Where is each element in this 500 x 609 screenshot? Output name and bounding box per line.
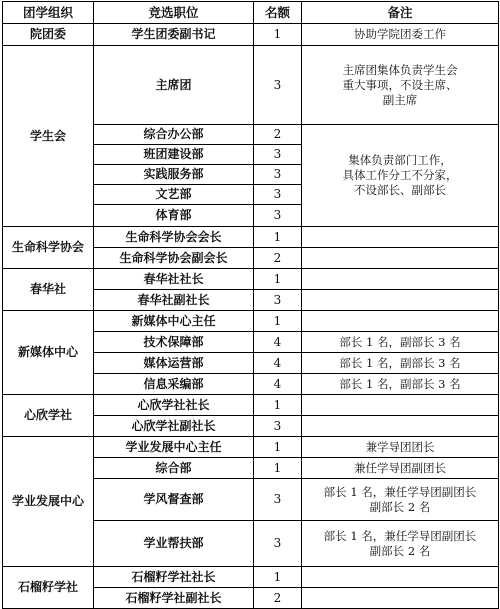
count-cell: 2 bbox=[254, 588, 302, 609]
count-cell: 3 bbox=[254, 290, 302, 311]
note-cell bbox=[302, 227, 499, 248]
position-cell: 春华社副社长 bbox=[94, 290, 254, 311]
note-line: 集体负责部门工作， bbox=[348, 153, 452, 167]
position-cell: 文艺部 bbox=[94, 185, 254, 205]
table-row bbox=[3, 46, 499, 125]
count-cell: 2 bbox=[254, 248, 302, 269]
table-row bbox=[3, 311, 499, 332]
org-cell: 生命科学协会 bbox=[3, 227, 94, 269]
position-cell: 信息采编部 bbox=[94, 374, 254, 395]
table-row bbox=[3, 567, 499, 588]
count-cell: 4 bbox=[254, 332, 302, 353]
note-cell bbox=[302, 290, 499, 311]
position-cell: 生命科学协会副会长 bbox=[94, 248, 254, 269]
count-cell: 3 bbox=[254, 165, 302, 185]
count-cell: 1 bbox=[254, 395, 302, 416]
note-line: 重大事项，不设主席、 bbox=[342, 77, 458, 92]
note-cell bbox=[302, 248, 499, 269]
position-cell: 心欣学社副社长 bbox=[94, 416, 254, 437]
count-cell: 3 bbox=[254, 145, 302, 165]
org-cell: 石榴籽学社 bbox=[3, 567, 94, 609]
note-line: 部长 1 名，兼任学导团副团长 bbox=[323, 528, 477, 543]
count-cell: 3 bbox=[254, 416, 302, 437]
count-cell: 1 bbox=[254, 458, 302, 479]
position-cell: 新媒体中心主任 bbox=[94, 311, 254, 332]
note-cell bbox=[302, 46, 499, 125]
position-cell: 心欣学社社长 bbox=[94, 395, 254, 416]
position-cell: 体育部 bbox=[94, 205, 254, 227]
header-count: 名额 bbox=[254, 2, 302, 24]
header-row bbox=[3, 2, 499, 24]
note-line: 副主席 bbox=[382, 92, 418, 107]
note-line: 部长 1 名，兼任学导团副团长 bbox=[323, 484, 477, 499]
note-line: 主席团集体负责学生会 bbox=[342, 62, 458, 77]
count-cell: 4 bbox=[254, 353, 302, 374]
count-cell: 1 bbox=[254, 227, 302, 248]
org-cell: 春华社 bbox=[3, 269, 94, 311]
position-cell: 学风督查部 bbox=[94, 479, 254, 521]
count-cell: 3 bbox=[254, 521, 302, 567]
org-cell: 心欣学社 bbox=[3, 395, 94, 437]
note-cell: 兼学导团团长 bbox=[302, 437, 499, 458]
note-cell: 部长 1 名，副部长 3 名 bbox=[302, 353, 499, 374]
count-cell: 1 bbox=[254, 269, 302, 290]
position-cell: 技术保障部 bbox=[94, 332, 254, 353]
count-cell: 3 bbox=[254, 479, 302, 521]
org-cell: 新媒体中心 bbox=[3, 311, 94, 395]
header-note: 备注 bbox=[302, 2, 499, 24]
count-cell: 3 bbox=[254, 205, 302, 227]
count-cell: 2 bbox=[254, 125, 302, 145]
position-cell: 春华社社长 bbox=[94, 269, 254, 290]
note-line: 副部长 2 名 bbox=[369, 499, 431, 514]
count-cell: 1 bbox=[254, 567, 302, 588]
table-row bbox=[3, 269, 499, 290]
note-cell: 部长 1 名，副部长 3 名 bbox=[302, 374, 499, 395]
note-cell bbox=[302, 479, 499, 521]
note-line: 副部长 2 名 bbox=[369, 543, 431, 558]
header-org: 团学组织 bbox=[3, 2, 94, 24]
table-row bbox=[3, 437, 499, 458]
note-line: 不设部长、副部长 bbox=[354, 183, 446, 197]
position-cell: 生命科学协会会长 bbox=[94, 227, 254, 248]
count-cell: 1 bbox=[254, 437, 302, 458]
position-cell: 学业发展中心主任 bbox=[94, 437, 254, 458]
position-cell: 主席团 bbox=[94, 46, 254, 125]
position-cell: 实践服务部 bbox=[94, 165, 254, 185]
table-row bbox=[3, 24, 499, 46]
note-cell bbox=[302, 588, 499, 609]
count-cell: 1 bbox=[254, 24, 302, 46]
table-row bbox=[3, 227, 499, 248]
note-cell bbox=[302, 395, 499, 416]
position-cell: 学业帮扶部 bbox=[94, 521, 254, 567]
position-cell: 班团建设部 bbox=[94, 145, 254, 165]
count-cell: 1 bbox=[254, 311, 302, 332]
note-cell bbox=[302, 125, 499, 227]
count-cell: 3 bbox=[254, 185, 302, 205]
org-cell: 院团委 bbox=[3, 24, 94, 46]
note-cell bbox=[302, 311, 499, 332]
note-cell bbox=[302, 269, 499, 290]
note-cell bbox=[302, 521, 499, 567]
position-cell: 学生团委副书记 bbox=[94, 24, 254, 46]
note-cell: 兼任学导团副团长 bbox=[302, 458, 499, 479]
note-cell: 协助学院团委工作 bbox=[302, 24, 499, 46]
count-cell: 4 bbox=[254, 374, 302, 395]
note-cell: 部长 1 名，副部长 3 名 bbox=[302, 332, 499, 353]
position-cell: 石榴籽学社副社长 bbox=[94, 588, 254, 609]
note-cell bbox=[302, 567, 499, 588]
table-row bbox=[3, 395, 499, 416]
org-cell: 学生会 bbox=[3, 46, 94, 227]
positions-table bbox=[2, 1, 499, 609]
count-cell: 3 bbox=[254, 46, 302, 125]
org-cell: 学业发展中心 bbox=[3, 437, 94, 567]
position-cell: 石榴籽学社社长 bbox=[94, 567, 254, 588]
note-cell bbox=[302, 416, 499, 437]
position-cell: 综合部 bbox=[94, 458, 254, 479]
note-line: 具体工作分工不分家， bbox=[342, 168, 458, 182]
position-cell: 综合办公部 bbox=[94, 125, 254, 145]
header-position: 竞选职位 bbox=[94, 2, 254, 24]
position-cell: 媒体运营部 bbox=[94, 353, 254, 374]
